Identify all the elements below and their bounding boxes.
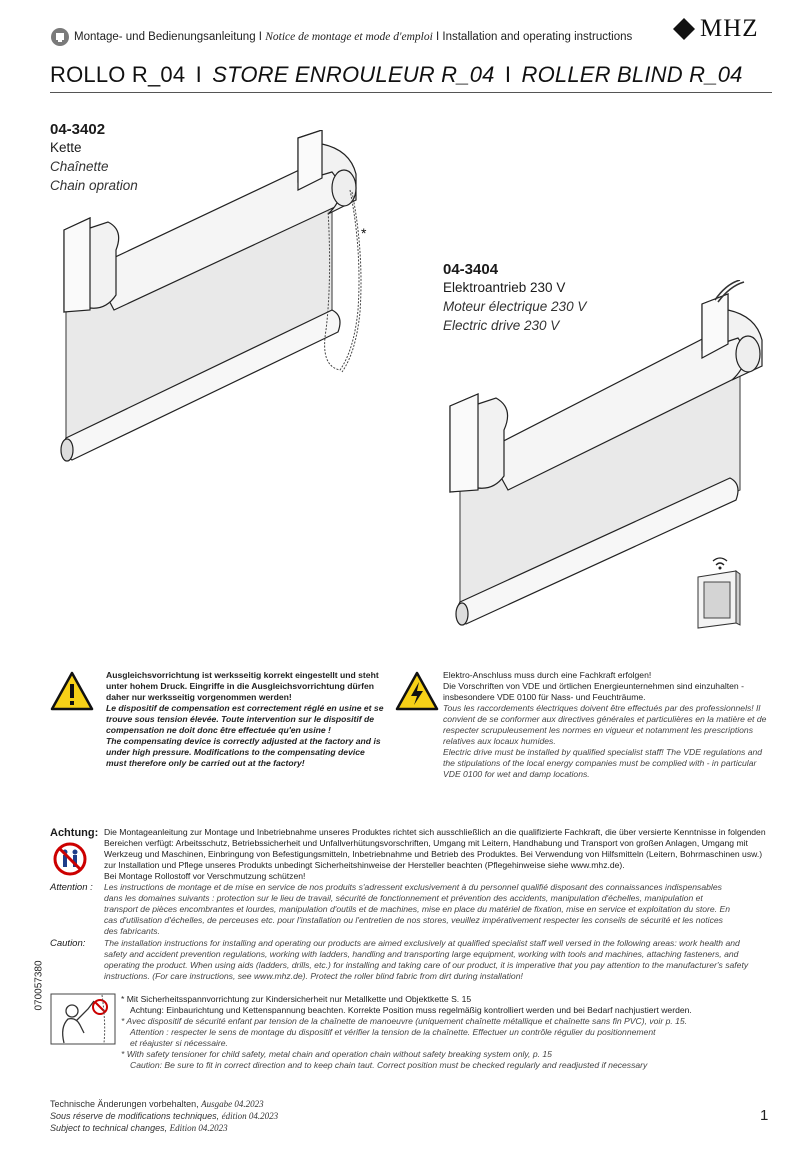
no-untrained-persons-icon bbox=[53, 842, 87, 876]
child-safety-text bbox=[121, 994, 781, 1071]
product2-en: Electric drive 230 V bbox=[443, 318, 560, 333]
title-sep-1: I bbox=[195, 62, 202, 87]
wall-switch-icon bbox=[698, 558, 740, 628]
brand-logo bbox=[672, 16, 759, 42]
attention-body: Les instructions de montage et de mise en service de nos produits s'adressent exclusivement à du personnel qualifié disposant des connaissances indispensables dans les domaines suivants : protection sur le lieu de travail, sécurité de fonctionnement et prévention des accidents, manipulation d'échelles, manipulation et transport de pièces encombrantes et lourdes, manipulation d'outils et de machines, mise en place du matériel de fixation, mise en service et exploitation du store. En cas d'utilisation d'échelles, de perceuses etc. pour l'installation ou l'entretien de nos stores, veuillez impérativement respecter les conseils de sécurité et les notices des fabricants. bbox=[104, 882, 730, 936]
roller-blind-chain-illustration bbox=[50, 130, 370, 470]
warning-triangle-icon bbox=[50, 671, 94, 711]
header-languages bbox=[74, 31, 632, 43]
child-safety-en1: * With safety tensioner for child safety, metal chain and operation chain without safety breaking system only, p. 15 bbox=[121, 1049, 552, 1059]
footer bbox=[50, 1098, 278, 1134]
title-en: ROLLER BLIND R_04 bbox=[521, 62, 743, 87]
brand-name: MHZ bbox=[700, 15, 759, 42]
warning-left-en: The compensating device is correctly adjusted at the factory and is under high pressure. Modifications to the compensating device must therefore only be carried out at the factory! bbox=[106, 736, 381, 768]
achtung-body: Die Montageanleitung zur Montage und Inbetriebnahme unseres Produktes richtet sich ausschließlich an die qualifizierte Fachkraft, die über versierte Kenntnisse in folgenden Bereichen verfügt: Arbeitsschutz, Betriebssicherheit und Unfallverhütungsvorschriften, Umgang mit Leitern, Handhabung und Transport von großen Anlagen, Umgang mit Werkzeug und Maschinen, Einbringung von Befestigungsmitteln, Inbetriebnahme und Betrieb des Produktes. Bei Verwendung von Hilfsmitteln (Leitern, Bohrmaschinen usw.) zur Installation und Pflege unseres Produkts unbedingt Sicherheitshinweise der Hersteller beachten (Pflegehinweise siehe www.mhz.de). bbox=[104, 827, 766, 870]
achtung-text bbox=[104, 827, 774, 882]
warning-right-text bbox=[443, 670, 773, 780]
child-safety-fr1: * Avec dispositif de sécurité enfant par tension de la chaînette de manoeuvre (uniquement chaînette métallique et chaînette sans fin PVC), voir p. 15. bbox=[121, 1016, 688, 1026]
warning-right-en: Electric drive must be installed by qualified specialist staff! The VDE regulations and the stipulations of the local energy companies must be complied with - in particular VDE 0100 for wet and damp locations. bbox=[443, 747, 763, 779]
child-safety-de1: * Mit Sicherheitsspannvorrichtung zur Kindersicherheit nur Metallkette und Objektkette S. 15 bbox=[121, 994, 472, 1004]
warning-left-text bbox=[106, 670, 386, 769]
product1-fr: Chaînette bbox=[50, 159, 109, 174]
page-number: 1 bbox=[760, 1107, 769, 1124]
title-rule bbox=[50, 92, 772, 93]
child-safety-fr3: et réajuster si nécessaire. bbox=[130, 1038, 228, 1048]
attention-label: Attention : bbox=[50, 882, 93, 893]
caution-body: The installation instructions for installing and operating our products are aimed exclusively at qualified specialist staff well versed in the following areas: work health and safety and accident prevention regulations, working with ladders, handling and transporting large equipment, working with tools and machines, attaching fasteners, and operating the product. When using aids (ladders, drills, etc.) for installing and taking care of our product, it is imperative that you pay attention to the manufacturer's safety instructions. (For care instructions, see www.mhz.de). Protect the roller blind fabric from dirt during installation! bbox=[104, 938, 749, 981]
title-de: ROLLO R_04 bbox=[50, 62, 186, 87]
product1-code: 04-3402 bbox=[50, 121, 106, 138]
footer-en-edition: Edition 04.2023 bbox=[169, 1123, 228, 1133]
book-icon bbox=[51, 28, 69, 46]
product1-de: Kette bbox=[50, 140, 82, 155]
product1-en: Chain opration bbox=[50, 178, 138, 193]
warning-left-fr: Le dispositif de compensation est correctement réglé en usine et se trouve sous tension élevée. Toute intervention sur le dispositif de compensation ne doit donc être effectuée qu'en usine ! bbox=[106, 703, 384, 735]
title-sep-2: I bbox=[504, 62, 512, 87]
warning-right-de1: Elektro-Anschluss muss durch eine Fachkraft erfolgen! bbox=[443, 670, 652, 680]
header-fr: Notice de montage et mode d'emploi bbox=[265, 31, 433, 43]
diamond-icon bbox=[672, 17, 696, 41]
footer-en: Subject to technical changes, bbox=[50, 1123, 168, 1133]
child-safety-en2: Caution: Be sure to fit in correct direction and to keep chain taut. Correct position must be checked regularly and readjusted if necessary bbox=[130, 1060, 648, 1070]
child-safety-illustration bbox=[50, 993, 116, 1045]
achtung-label: Achtung: bbox=[50, 827, 99, 839]
footer-de-edition: Ausgabe 04.2023 bbox=[201, 1099, 264, 1109]
warning-left-de: Ausgleichsvorrichtung ist werksseitig korrekt eingestellt und steht unter hohem Druck. Eingriffe in die Ausgleichsvorrichtung dürfen daher nur werksseitig vorgenommen werden! bbox=[106, 670, 379, 702]
header-sep-2: I bbox=[435, 31, 440, 43]
product2-de: Elektroantrieb 230 V bbox=[443, 280, 566, 295]
child-safety-fr2: Attention : respecter le sens de montage du dispositif et vérifier la tension de la chaînette. Effectuer un contrôle régulier du positionnement bbox=[130, 1027, 656, 1037]
footer-fr: Sous réserve de modifications techniques, bbox=[50, 1111, 220, 1121]
attention-text bbox=[104, 882, 734, 937]
footer-de: Technische Änderungen vorbehalten, bbox=[50, 1099, 199, 1109]
title-fr: STORE ENROULEUR R_04 bbox=[212, 62, 495, 87]
footer-fr-edition: édition 04.2023 bbox=[221, 1111, 279, 1121]
warning-right-fr: Tous les raccordements électriques doivent être effectués par des professionnels! Il convient de se conformer aux directives générales et particulières en la matière et de respecter scrupuleusement les normes en vigueur et notamment les prescriptions relatives aux locaux humides. bbox=[443, 703, 767, 746]
header-sep-1: I bbox=[258, 31, 262, 43]
doc-number: 070057380 bbox=[33, 960, 45, 1011]
product2-code: 04-3404 bbox=[443, 261, 499, 278]
child-safety-de2: Achtung: Einbaurichtung und Kettenspannung beachten. Korrekte Position muss regelmäßig kontrolliert werden und bei Bedarf nachjustiert werden. bbox=[130, 1005, 692, 1015]
header-en: Installation and operating instructions bbox=[442, 31, 633, 43]
roller-blind-motor-illustration bbox=[440, 280, 770, 635]
page-title bbox=[50, 62, 743, 88]
warning-right-de2: Die Vorschriften von VDE und örtlichen Energieunternehmen sind einzuhalten - insbesondere VDE 0100 für Nass- und Feuchträume. bbox=[443, 681, 744, 702]
achtung-body-2: Bei Montage Rollostoff vor Verschmutzung schützen! bbox=[104, 871, 306, 881]
caution-label: Caution: bbox=[50, 938, 86, 949]
product2-fr: Moteur électrique 230 V bbox=[443, 299, 587, 314]
chain-asterisk: * bbox=[361, 225, 367, 241]
electric-hazard-icon bbox=[395, 671, 439, 711]
header-de: Montage- und Bedienungsanleitung bbox=[74, 31, 256, 43]
caution-text bbox=[104, 938, 749, 982]
